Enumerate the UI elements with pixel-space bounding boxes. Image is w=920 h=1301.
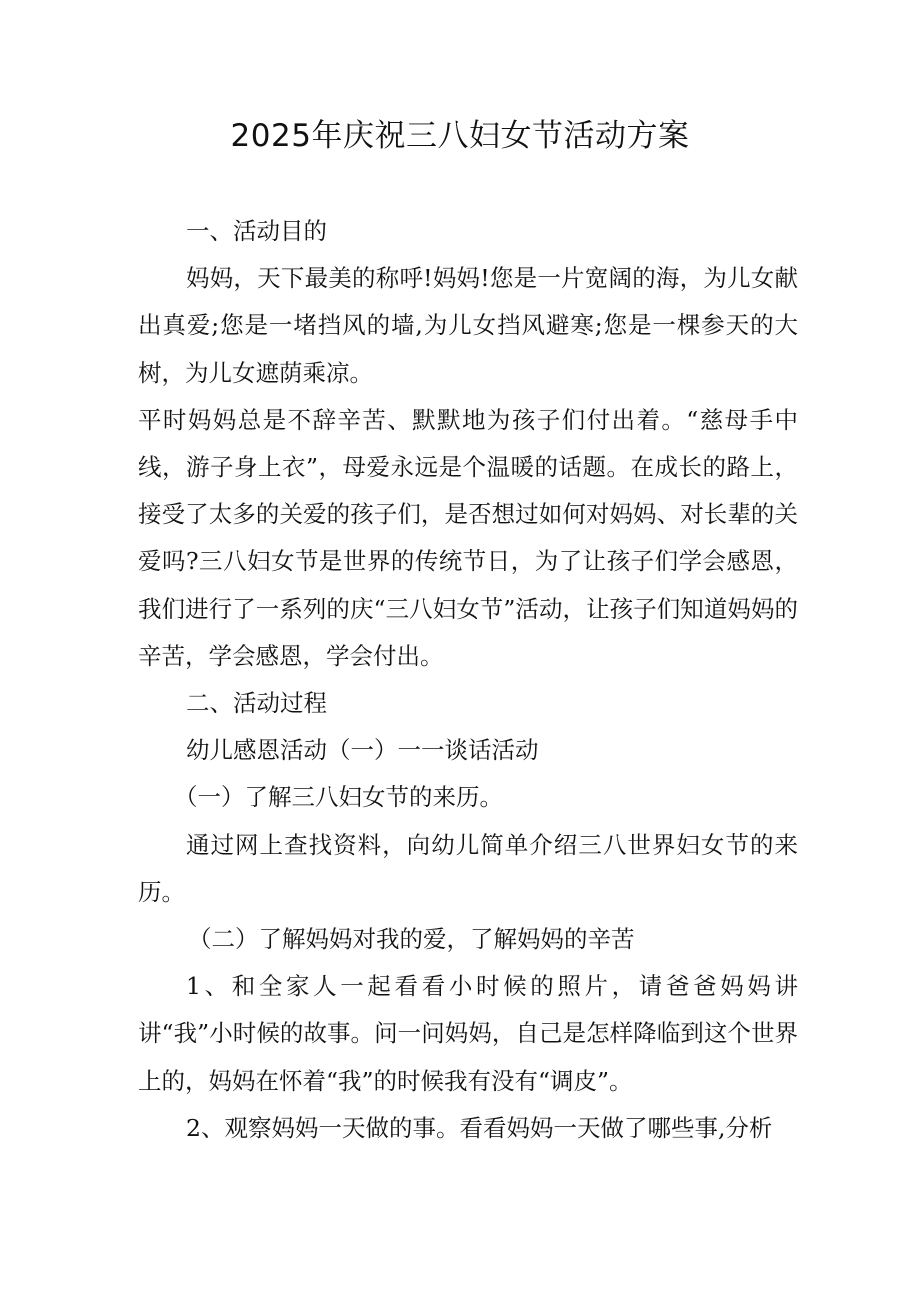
document-title: 2025年庆祝三八妇女节活动方案: [230, 118, 690, 154]
subheading-activity-one: 幼儿感恩活动（一）一一谈话活动: [186, 736, 539, 765]
paragraph-step-two: 2、观察妈妈一天做的事。看看妈妈一天做了哪些事,分析: [186, 1113, 773, 1142]
paragraph-step-one: 1、和全家人一起看看小时候的照片，请爸爸妈妈讲讲“我”小时候的故事。问一问妈妈，自己是怎样降临到这个世界上的，妈妈在怀着“我”的时候我有没有“调皮”。: [138, 972, 798, 1095]
subheading-item-one: （一）了解三八妇女节的来历。: [174, 783, 503, 812]
document-body: [138, 208, 798, 1152]
paragraph-item-one-detail: 通过网上查找资料，向幼儿简单介绍三八世界妇女节的来历。: [138, 830, 798, 906]
paragraph-intro: 妈妈，天下最美的称呼!妈妈!您是一片宽阔的海，为儿女献出真爱;您是一堵挡风的墙,为儿女挡风避寒;您是一棵参天的大树，为儿女遮荫乘凉。: [138, 264, 798, 387]
section-heading-process: 二、活动过程: [186, 689, 327, 718]
subheading-item-two: （二）了解妈妈对我的爱，了解妈妈的辛苦: [188, 925, 635, 954]
paragraph-background: 平时妈妈总是不辞辛苦、默默地为孩子们付出着。“慈母手中线，游子身上衣”，母爱永远是个温暖的话题。在成长的路上，接受了太多的关爱的孩子们，是否想过如何对妈妈、对长辈的关爱吗?三八妇女节是世界的传统节日，为了让孩子们学会感恩，我们进行了一系列的庆“三八妇女节”活动，让孩子们知道妈妈的辛苦，学会感恩，学会付出。: [138, 405, 798, 670]
section-heading-purpose: 一、活动目的: [186, 217, 327, 245]
